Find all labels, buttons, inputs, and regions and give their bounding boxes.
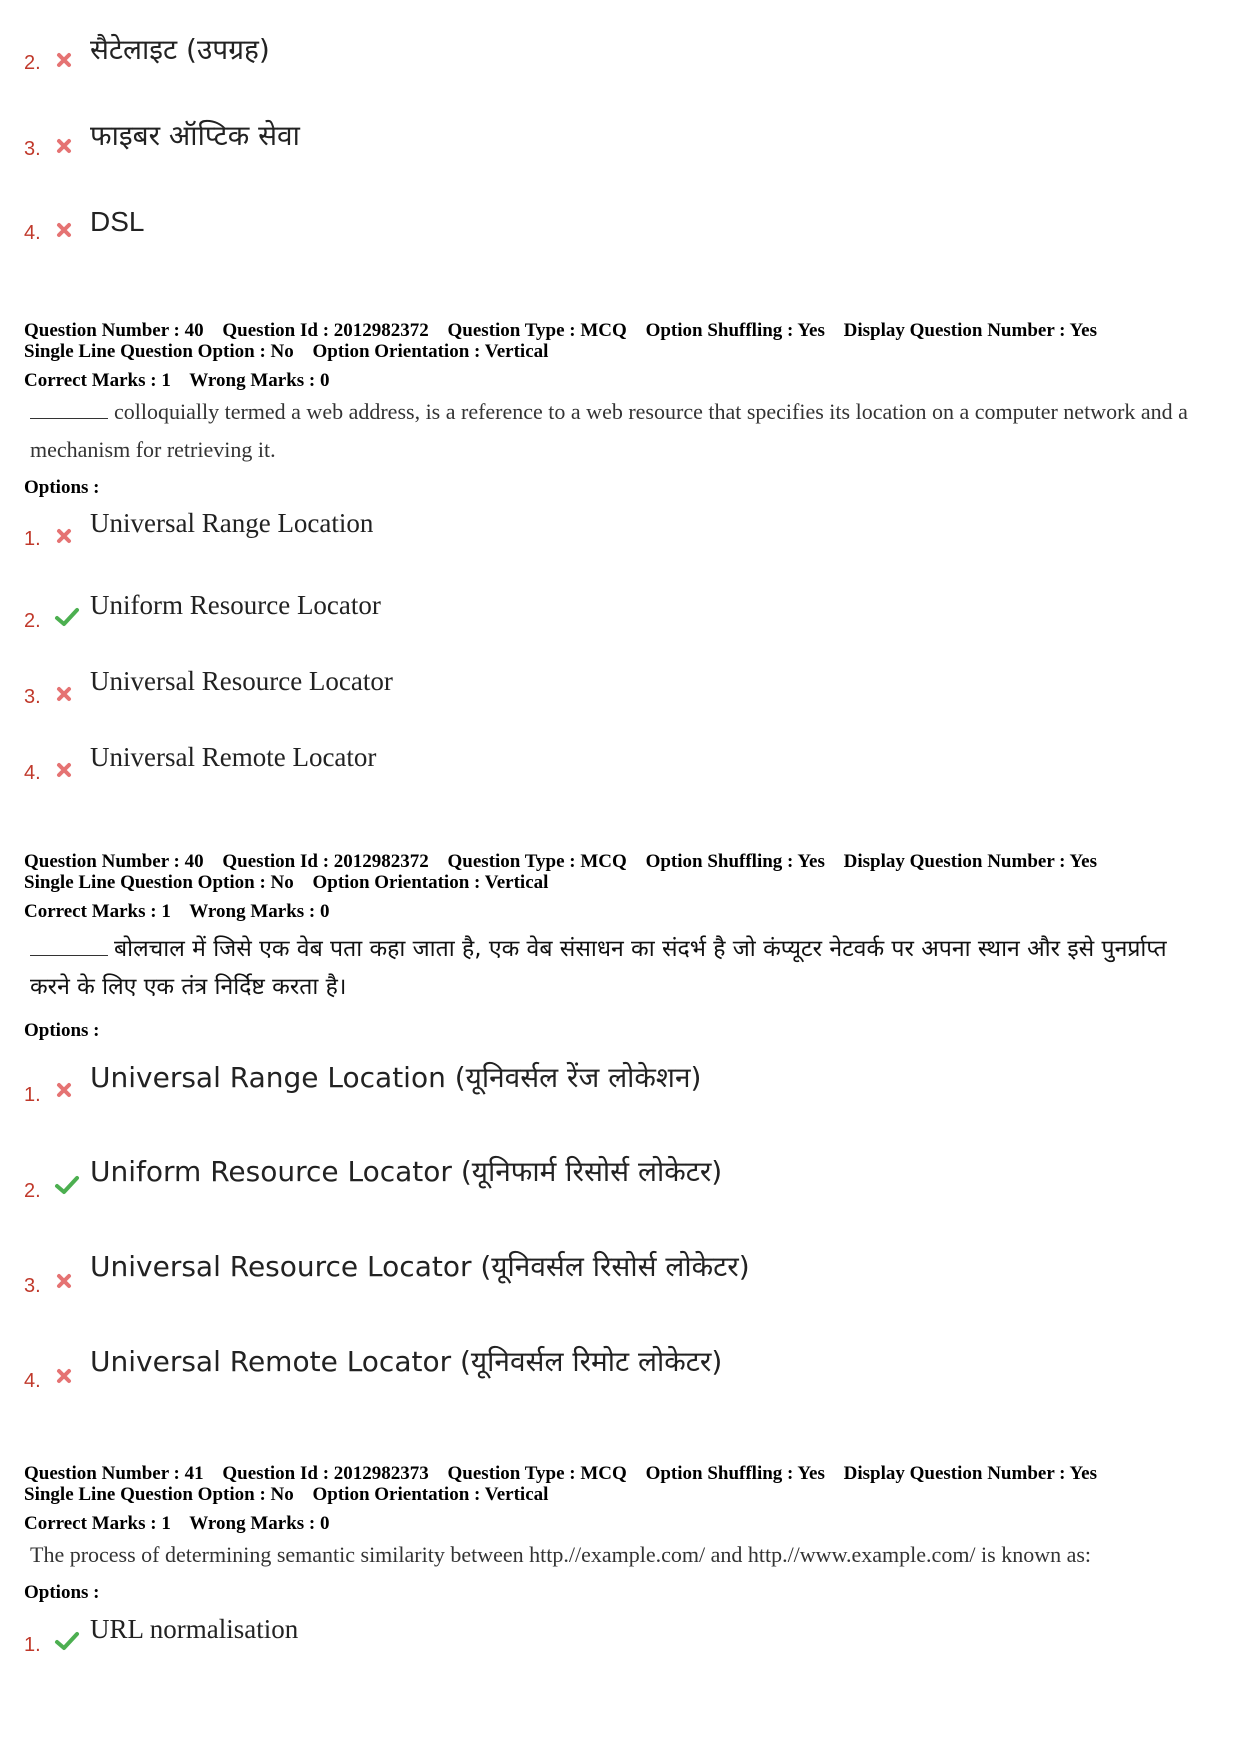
option-number: 3. bbox=[24, 686, 41, 708]
meta-line-2 bbox=[24, 341, 1111, 362]
meta-field: Display Question Number : Yes bbox=[843, 1463, 1097, 1484]
options-label: Options : bbox=[24, 477, 100, 498]
option-number: 3. bbox=[24, 1275, 41, 1297]
meta-field: Question Id : 2012982372 bbox=[222, 851, 429, 872]
option-text: Universal Resource Locator bbox=[90, 666, 393, 696]
cross-icon bbox=[54, 50, 74, 70]
option-text: Uniform Resource Locator bbox=[90, 590, 381, 620]
meta-line-2 bbox=[24, 1484, 1111, 1505]
meta-line-2 bbox=[24, 872, 1111, 893]
option-number: 1. bbox=[24, 1634, 41, 1656]
question-meta bbox=[24, 320, 1111, 391]
meta-field: Display Question Number : Yes bbox=[843, 320, 1097, 341]
question-text bbox=[30, 930, 1210, 1006]
correct-marks: Correct Marks : 1 bbox=[24, 901, 171, 922]
answer-blank bbox=[30, 937, 108, 956]
check-icon bbox=[54, 606, 80, 626]
option-number: 4. bbox=[24, 222, 41, 244]
option-text: Universal Remote Locator (यूनिवर्सल रिमोट लोकेटर) bbox=[90, 1345, 723, 1378]
option-number: 2. bbox=[24, 52, 41, 74]
meta-field: Single Line Question Option : No bbox=[24, 341, 294, 362]
meta-field: Question Type : MCQ bbox=[447, 1463, 627, 1484]
marks-line bbox=[24, 901, 1111, 922]
question-meta bbox=[24, 1463, 1111, 1534]
meta-field: Option Orientation : Vertical bbox=[312, 872, 549, 893]
answer-blank bbox=[30, 400, 108, 419]
option-number: 2. bbox=[24, 1180, 41, 1202]
meta-line-1 bbox=[24, 1463, 1111, 1484]
cross-icon bbox=[54, 1080, 74, 1100]
option-number: 1. bbox=[24, 1084, 41, 1106]
meta-field: Display Question Number : Yes bbox=[843, 851, 1097, 872]
marks-line bbox=[24, 1513, 1111, 1534]
wrong-marks: Wrong Marks : 0 bbox=[189, 370, 330, 391]
meta-line-1 bbox=[24, 851, 1111, 872]
question-body: colloquially termed a web address, is a reference to a web resource that specifies its location on a computer network and a mechanism for retrieving it. bbox=[30, 399, 1188, 462]
options-label: Options : bbox=[24, 1020, 100, 1041]
wrong-marks: Wrong Marks : 0 bbox=[189, 901, 330, 922]
meta-field: Single Line Question Option : No bbox=[24, 872, 294, 893]
meta-line-1 bbox=[24, 320, 1111, 341]
question-text bbox=[30, 393, 1210, 469]
cross-icon bbox=[54, 136, 74, 156]
meta-field: Option Orientation : Vertical bbox=[312, 341, 549, 362]
wrong-marks: Wrong Marks : 0 bbox=[189, 1513, 330, 1534]
meta-field: Question Number : 41 bbox=[24, 1463, 204, 1484]
option-number: 3. bbox=[24, 138, 41, 160]
options-label: Options : bbox=[24, 1582, 100, 1603]
question-meta bbox=[24, 851, 1111, 922]
marks-line bbox=[24, 370, 1111, 391]
cross-icon bbox=[54, 1366, 74, 1386]
option-text: Universal Range Location bbox=[90, 508, 374, 538]
option-number: 1. bbox=[24, 528, 41, 550]
cross-icon bbox=[54, 1271, 74, 1291]
correct-marks: Correct Marks : 1 bbox=[24, 1513, 171, 1534]
cross-icon bbox=[54, 526, 74, 546]
option-text: DSL bbox=[90, 206, 145, 237]
question-body: बोलचाल में जिसे एक वेब पता कहा जाता है, एक वेब संसाधन का संदर्भ है जो कंप्यूटर नेटवर्क पर अपना स्थान और इसे पुनर्प्राप्त करने के लिए एक तंत्र निर्दिष्ट करता है। bbox=[30, 936, 1167, 1000]
option-text: सैटेलाइट (उपग्रह) bbox=[90, 33, 270, 66]
check-icon bbox=[54, 1630, 80, 1650]
option-text: Uniform Resource Locator (यूनिफार्म रिसोर्स लोकेटर) bbox=[90, 1155, 723, 1188]
meta-field: Option Shuffling : Yes bbox=[645, 851, 825, 872]
option-text: Universal Resource Locator (यूनिवर्सल रिसोर्स लोकेटर) bbox=[90, 1250, 750, 1283]
meta-field: Question Type : MCQ bbox=[447, 851, 627, 872]
meta-field: Option Shuffling : Yes bbox=[645, 320, 825, 341]
meta-field: Question Number : 40 bbox=[24, 851, 204, 872]
option-text: फाइबर ऑप्टिक सेवा bbox=[90, 119, 300, 152]
cross-icon bbox=[54, 684, 74, 704]
correct-marks: Correct Marks : 1 bbox=[24, 370, 171, 391]
cross-icon bbox=[54, 760, 74, 780]
meta-field: Single Line Question Option : No bbox=[24, 1484, 294, 1505]
meta-field: Option Orientation : Vertical bbox=[312, 1484, 549, 1505]
question-text bbox=[30, 1536, 1210, 1574]
option-number: 4. bbox=[24, 762, 41, 784]
option-number: 2. bbox=[24, 610, 41, 632]
option-text: Universal Range Location (यूनिवर्सल रेंज लोकेशन) bbox=[90, 1061, 702, 1094]
meta-field: Question Id : 2012982373 bbox=[222, 1463, 429, 1484]
check-icon bbox=[54, 1174, 80, 1194]
option-text: URL normalisation bbox=[90, 1614, 299, 1644]
meta-field: Question Id : 2012982372 bbox=[222, 320, 429, 341]
meta-field: Question Type : MCQ bbox=[447, 320, 627, 341]
option-text: Universal Remote Locator bbox=[90, 742, 377, 772]
meta-field: Option Shuffling : Yes bbox=[645, 1463, 825, 1484]
option-number: 4. bbox=[24, 1370, 41, 1392]
meta-field: Question Number : 40 bbox=[24, 320, 204, 341]
cross-icon bbox=[54, 220, 74, 240]
question-body: The process of determining semantic similarity between http.//example.com/ and http.//www.example.com/ is known as: bbox=[30, 1542, 1092, 1567]
